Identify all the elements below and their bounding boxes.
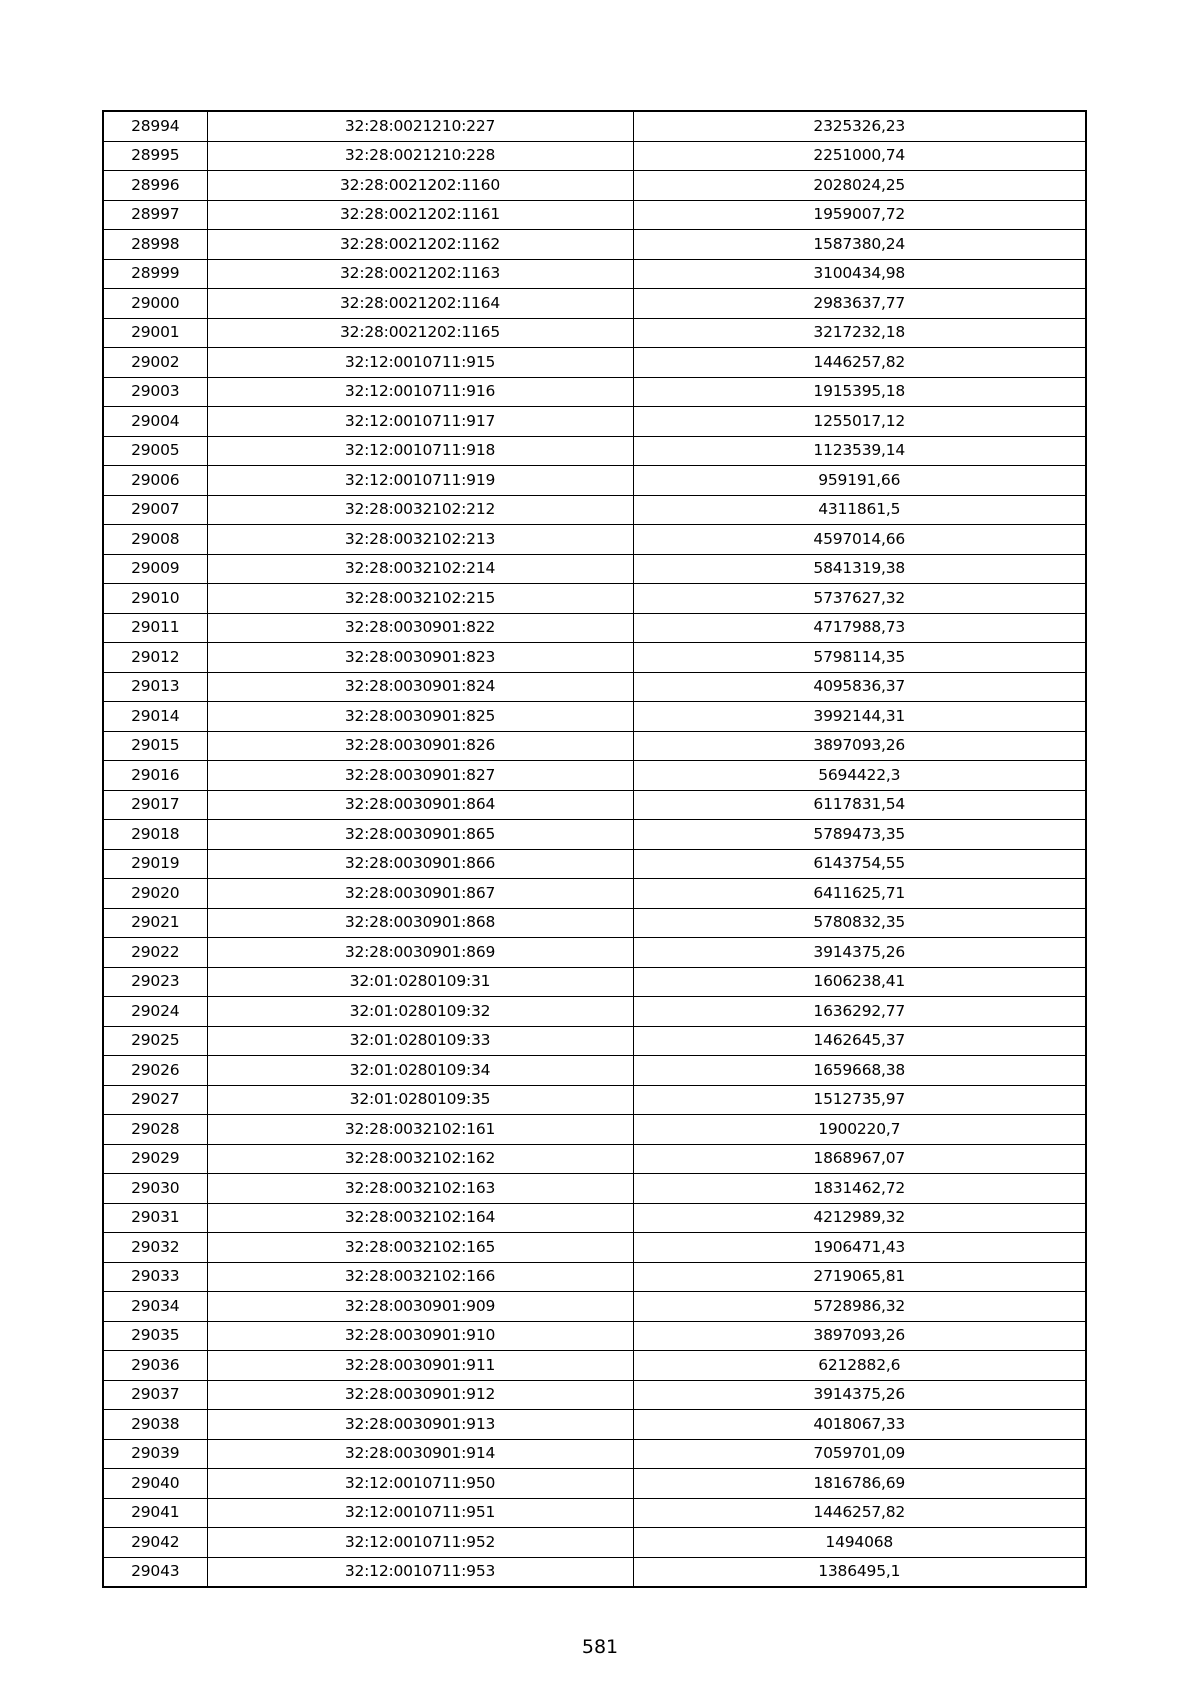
table-row	[103, 554, 1086, 584]
cadastral-value-cell: 1959007,72	[633, 200, 1086, 230]
row-number-cell: 29037	[103, 1380, 207, 1410]
cadastral-value-cell: 5780832,35	[633, 908, 1086, 938]
table-row	[103, 259, 1086, 289]
cadastral-value-cell: 1255017,12	[633, 407, 1086, 437]
cadastral-number-cell: 32:28:0021202:1165	[207, 318, 633, 348]
cadastral-value-cell: 959191,66	[633, 466, 1086, 496]
table-row	[103, 820, 1086, 850]
table-row	[103, 702, 1086, 732]
cadastral-value-cell: 2719065,81	[633, 1262, 1086, 1292]
row-number-cell: 28999	[103, 259, 207, 289]
cadastral-value-cell: 3897093,26	[633, 731, 1086, 761]
cadastral-number-cell: 32:28:0021210:227	[207, 111, 633, 141]
table-row	[103, 849, 1086, 879]
row-number-cell: 29041	[103, 1498, 207, 1528]
cadastral-number-cell: 32:28:0032102:161	[207, 1115, 633, 1145]
cadastral-value-cell: 1868967,07	[633, 1144, 1086, 1174]
cadastral-value-cell: 2325326,23	[633, 111, 1086, 141]
cadastral-value-cell: 1831462,72	[633, 1174, 1086, 1204]
cadastral-number-cell: 32:28:0032102:166	[207, 1262, 633, 1292]
table-row	[103, 1115, 1086, 1145]
row-number-cell: 29010	[103, 584, 207, 614]
row-number-cell: 29015	[103, 731, 207, 761]
cadastral-value-cell: 4311861,5	[633, 495, 1086, 525]
cadastral-value-cell: 1512735,97	[633, 1085, 1086, 1115]
table-row	[103, 230, 1086, 260]
cadastral-number-cell: 32:28:0030901:823	[207, 643, 633, 673]
cadastral-number-cell: 32:28:0030901:868	[207, 908, 633, 938]
row-number-cell: 29040	[103, 1469, 207, 1499]
table-body	[103, 111, 1086, 1587]
cadastral-number-cell: 32:28:0021210:228	[207, 141, 633, 171]
table-row	[103, 407, 1086, 437]
cadastral-value-cell: 1494068	[633, 1528, 1086, 1558]
cadastral-value-cell: 5737627,32	[633, 584, 1086, 614]
row-number-cell: 28994	[103, 111, 207, 141]
cadastral-number-cell: 32:28:0030901:826	[207, 731, 633, 761]
cadastral-value-cell: 5798114,35	[633, 643, 1086, 673]
table-row	[103, 879, 1086, 909]
row-number-cell: 29019	[103, 849, 207, 879]
row-number-cell: 29027	[103, 1085, 207, 1115]
row-number-cell: 28998	[103, 230, 207, 260]
row-number-cell: 29020	[103, 879, 207, 909]
table-row	[103, 643, 1086, 673]
table-row	[103, 613, 1086, 643]
cadastral-value-cell: 1659668,38	[633, 1056, 1086, 1086]
page-number: 581	[581, 1636, 619, 1658]
row-number-cell: 29021	[103, 908, 207, 938]
cadastral-value-cell: 4018067,33	[633, 1410, 1086, 1440]
table-row	[103, 1174, 1086, 1204]
table-row	[103, 466, 1086, 496]
row-number-cell: 29043	[103, 1557, 207, 1587]
cadastral-number-cell: 32:12:0010711:918	[207, 436, 633, 466]
cadastral-value-cell: 1606238,41	[633, 967, 1086, 997]
table-row	[103, 1262, 1086, 1292]
cadastral-number-cell: 32:12:0010711:915	[207, 348, 633, 378]
cadastral-number-cell: 32:12:0010711:916	[207, 377, 633, 407]
cadastral-value-cell: 5728986,32	[633, 1292, 1086, 1322]
cadastral-number-cell: 32:28:0021202:1161	[207, 200, 633, 230]
cadastral-number-cell: 32:28:0030901:822	[207, 613, 633, 643]
row-number-cell: 28995	[103, 141, 207, 171]
cadastral-number-cell: 32:28:0021202:1160	[207, 171, 633, 201]
cadastral-number-cell: 32:28:0021202:1164	[207, 289, 633, 319]
row-number-cell: 29033	[103, 1262, 207, 1292]
table-row	[103, 584, 1086, 614]
table-row	[103, 1292, 1086, 1322]
cadastral-number-cell: 32:28:0030901:825	[207, 702, 633, 732]
row-number-cell: 29016	[103, 761, 207, 791]
table-row	[103, 1203, 1086, 1233]
table-row	[103, 1557, 1086, 1587]
table-row	[103, 1469, 1086, 1499]
cadastral-number-cell: 32:28:0021202:1162	[207, 230, 633, 260]
cadastral-number-cell: 32:28:0032102:163	[207, 1174, 633, 1204]
cadastral-value-cell: 3992144,31	[633, 702, 1086, 732]
cadastral-number-cell: 32:01:0280109:32	[207, 997, 633, 1027]
cadastral-value-cell: 6143754,55	[633, 849, 1086, 879]
cadastral-value-cell: 3217232,18	[633, 318, 1086, 348]
table-row	[103, 171, 1086, 201]
table-row	[103, 495, 1086, 525]
cadastral-value-cell: 2028024,25	[633, 171, 1086, 201]
table-row	[103, 1410, 1086, 1440]
cadastral-value-cell: 3914375,26	[633, 938, 1086, 968]
table-row	[103, 348, 1086, 378]
table-row	[103, 1528, 1086, 1558]
cadastral-number-cell: 32:28:0030901:866	[207, 849, 633, 879]
cadastral-number-cell: 32:28:0030901:911	[207, 1351, 633, 1381]
row-number-cell: 29018	[103, 820, 207, 850]
cadastral-value-cell: 4212989,32	[633, 1203, 1086, 1233]
cadastral-number-cell: 32:28:0021202:1163	[207, 259, 633, 289]
table-row	[103, 200, 1086, 230]
row-number-cell: 29009	[103, 554, 207, 584]
row-number-cell: 29036	[103, 1351, 207, 1381]
cadastral-value-cell: 6117831,54	[633, 790, 1086, 820]
cadastral-value-cell: 6212882,6	[633, 1351, 1086, 1381]
table-row	[103, 318, 1086, 348]
table-row	[103, 1085, 1086, 1115]
cadastral-number-cell: 32:01:0280109:33	[207, 1026, 633, 1056]
cadastral-number-cell: 32:28:0030901:824	[207, 672, 633, 702]
cadastral-number-cell: 32:28:0030901:914	[207, 1439, 633, 1469]
cadastral-value-cell: 7059701,09	[633, 1439, 1086, 1469]
row-number-cell: 29030	[103, 1174, 207, 1204]
cadastral-value-cell: 2983637,77	[633, 289, 1086, 319]
cadastral-number-cell: 32:28:0030901:865	[207, 820, 633, 850]
cadastral-number-cell: 32:12:0010711:950	[207, 1469, 633, 1499]
row-number-cell: 29023	[103, 967, 207, 997]
cadastral-number-cell: 32:28:0030901:910	[207, 1321, 633, 1351]
cadastral-number-cell: 32:28:0030901:864	[207, 790, 633, 820]
row-number-cell: 29005	[103, 436, 207, 466]
cadastral-value-cell: 2251000,74	[633, 141, 1086, 171]
table-row	[103, 672, 1086, 702]
row-number-cell: 29011	[103, 613, 207, 643]
cadastral-value-cell: 4597014,66	[633, 525, 1086, 555]
cadastral-value-cell: 4717988,73	[633, 613, 1086, 643]
cadastral-value-cell: 1462645,37	[633, 1026, 1086, 1056]
row-number-cell: 29008	[103, 525, 207, 555]
cadastral-number-cell: 32:28:0030901:827	[207, 761, 633, 791]
cadastral-number-cell: 32:28:0032102:214	[207, 554, 633, 584]
table-row	[103, 111, 1086, 141]
row-number-cell: 29001	[103, 318, 207, 348]
table-row	[103, 377, 1086, 407]
cadastral-number-cell: 32:12:0010711:953	[207, 1557, 633, 1587]
table-row	[103, 141, 1086, 171]
cadastral-value-cell: 3914375,26	[633, 1380, 1086, 1410]
row-number-cell: 29026	[103, 1056, 207, 1086]
cadastral-number-cell: 32:12:0010711:951	[207, 1498, 633, 1528]
cadastral-value-cell: 1446257,82	[633, 348, 1086, 378]
row-number-cell: 29032	[103, 1233, 207, 1263]
cadastral-number-cell: 32:28:0032102:213	[207, 525, 633, 555]
table-row	[103, 1498, 1086, 1528]
table-row	[103, 997, 1086, 1027]
cadastral-value-cell: 5694422,3	[633, 761, 1086, 791]
cadastral-value-cell: 1915395,18	[633, 377, 1086, 407]
row-number-cell: 29002	[103, 348, 207, 378]
table-row	[103, 967, 1086, 997]
row-number-cell: 29024	[103, 997, 207, 1027]
table-row	[103, 1321, 1086, 1351]
cadastral-number-cell: 32:28:0032102:165	[207, 1233, 633, 1263]
row-number-cell: 29028	[103, 1115, 207, 1145]
row-number-cell: 29017	[103, 790, 207, 820]
row-number-cell: 29013	[103, 672, 207, 702]
row-number-cell: 29035	[103, 1321, 207, 1351]
table-row	[103, 790, 1086, 820]
cadastral-number-cell: 32:28:0030901:913	[207, 1410, 633, 1440]
cadastral-value-cell: 6411625,71	[633, 879, 1086, 909]
row-number-cell: 29003	[103, 377, 207, 407]
cadastral-value-cell: 3100434,98	[633, 259, 1086, 289]
row-number-cell: 29006	[103, 466, 207, 496]
cadastral-number-cell: 32:01:0280109:34	[207, 1056, 633, 1086]
table-row	[103, 289, 1086, 319]
cadastral-number-cell: 32:28:0030901:869	[207, 938, 633, 968]
table-row	[103, 1351, 1086, 1381]
cadastral-number-cell: 32:28:0032102:212	[207, 495, 633, 525]
table-row	[103, 525, 1086, 555]
cadastral-number-cell: 32:28:0032102:162	[207, 1144, 633, 1174]
row-number-cell: 29034	[103, 1292, 207, 1322]
table-row	[103, 1233, 1086, 1263]
table-row	[103, 436, 1086, 466]
cadastral-value-cell: 1816786,69	[633, 1469, 1086, 1499]
cadastral-value-cell: 1123539,14	[633, 436, 1086, 466]
cadastral-number-cell: 32:12:0010711:919	[207, 466, 633, 496]
table-row	[103, 761, 1086, 791]
cadastral-number-cell: 32:01:0280109:31	[207, 967, 633, 997]
row-number-cell: 29012	[103, 643, 207, 673]
table-row	[103, 1026, 1086, 1056]
cadastral-value-cell: 1636292,77	[633, 997, 1086, 1027]
cadastral-number-cell: 32:28:0030901:867	[207, 879, 633, 909]
cadastral-value-cell: 5789473,35	[633, 820, 1086, 850]
cadastral-value-cell: 1386495,1	[633, 1557, 1086, 1587]
cadastral-value-table	[102, 110, 1087, 1588]
cadastral-number-cell: 32:12:0010711:917	[207, 407, 633, 437]
cadastral-number-cell: 32:28:0030901:909	[207, 1292, 633, 1322]
table-row	[103, 1439, 1086, 1469]
table-row	[103, 938, 1086, 968]
row-number-cell: 29038	[103, 1410, 207, 1440]
cadastral-value-cell: 1900220,7	[633, 1115, 1086, 1145]
cadastral-number-cell: 32:28:0030901:912	[207, 1380, 633, 1410]
table-row	[103, 1144, 1086, 1174]
cadastral-value-cell: 1906471,43	[633, 1233, 1086, 1263]
row-number-cell: 28997	[103, 200, 207, 230]
table-row	[103, 731, 1086, 761]
table-row	[103, 1056, 1086, 1086]
cadastral-value-cell: 4095836,37	[633, 672, 1086, 702]
row-number-cell: 29029	[103, 1144, 207, 1174]
cadastral-number-cell: 32:01:0280109:35	[207, 1085, 633, 1115]
cadastral-value-cell: 1446257,82	[633, 1498, 1086, 1528]
cadastral-number-cell: 32:28:0032102:164	[207, 1203, 633, 1233]
row-number-cell: 29007	[103, 495, 207, 525]
row-number-cell: 29014	[103, 702, 207, 732]
row-number-cell: 29025	[103, 1026, 207, 1056]
row-number-cell: 29022	[103, 938, 207, 968]
table-row	[103, 1380, 1086, 1410]
cadastral-number-cell: 32:12:0010711:952	[207, 1528, 633, 1558]
table-row	[103, 908, 1086, 938]
row-number-cell: 29039	[103, 1439, 207, 1469]
cadastral-value-cell: 5841319,38	[633, 554, 1086, 584]
cadastral-value-cell: 1587380,24	[633, 230, 1086, 260]
row-number-cell: 28996	[103, 171, 207, 201]
row-number-cell: 29031	[103, 1203, 207, 1233]
row-number-cell: 29004	[103, 407, 207, 437]
cadastral-number-cell: 32:28:0032102:215	[207, 584, 633, 614]
row-number-cell: 29000	[103, 289, 207, 319]
row-number-cell: 29042	[103, 1528, 207, 1558]
cadastral-value-cell: 3897093,26	[633, 1321, 1086, 1351]
